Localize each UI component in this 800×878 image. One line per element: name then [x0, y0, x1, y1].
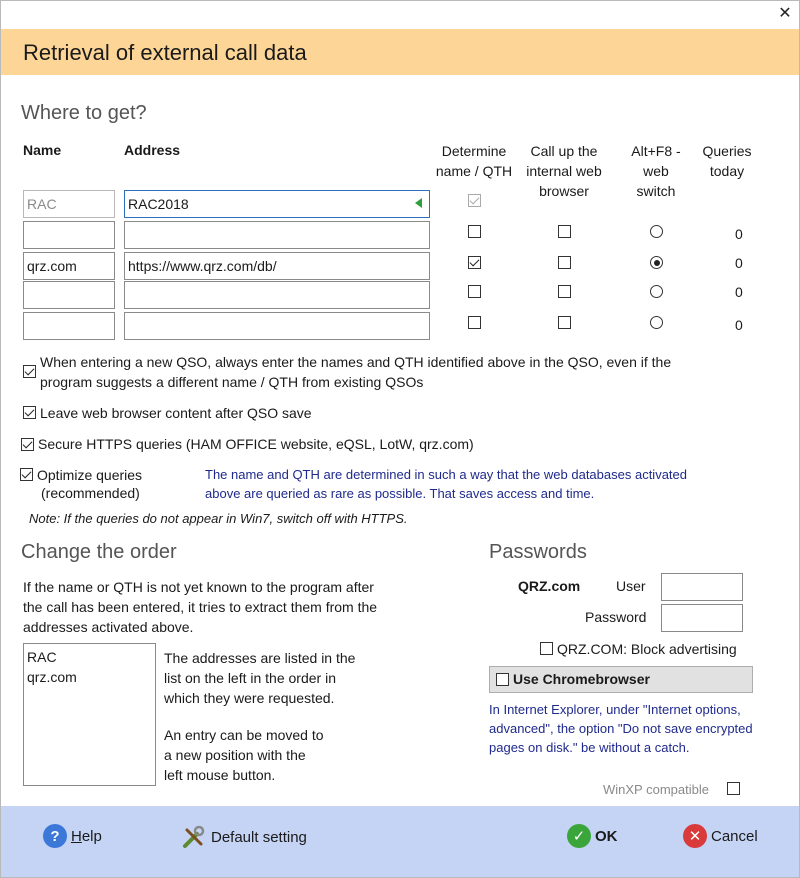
always-enter-label: When entering a new QSO, always enter the names and QTH identified above in the QSO, even if the program suggests a different name / QTH from existing QSOs	[40, 354, 672, 390]
use-chromebrowser-button[interactable]: Use Chromebrowser	[489, 666, 753, 693]
list-item[interactable]: RAC	[27, 649, 57, 665]
queries-count: 0	[735, 255, 743, 271]
check-icon: ✓	[567, 824, 591, 848]
leave-content-label: Leave web browser content after QSO save	[40, 405, 312, 421]
altf8-radio[interactable]	[650, 256, 663, 269]
source-address-field[interactable]	[124, 221, 430, 249]
callup-browser-checkbox[interactable]	[558, 256, 571, 269]
callup-browser-checkbox[interactable]	[558, 316, 571, 329]
cancel-icon: ✕	[683, 824, 707, 848]
section-where-to-get: Where to get?	[21, 102, 147, 124]
callup-browser-checkbox[interactable]	[558, 225, 571, 238]
order-intro: If the name or QTH is not yet known to the program after the call has been entered, it tries to extract them from the addresses activated above.	[23, 579, 378, 635]
qrz-service-label: QRZ.com	[518, 578, 581, 594]
leave-content-checkbox[interactable]	[23, 406, 36, 419]
queries-count: 0	[735, 284, 743, 300]
button-bar	[1, 806, 799, 877]
block-ads-label: QRZ.COM: Block advertising	[557, 641, 737, 657]
tools-icon	[181, 824, 207, 850]
default-setting-button[interactable]: Default setting	[181, 824, 307, 850]
callup-browser-checkbox[interactable]	[558, 285, 571, 298]
list-item[interactable]: qrz.com	[27, 669, 77, 685]
determine-checkbox[interactable]	[468, 225, 481, 238]
source-address-field[interactable]: https://www.qrz.com/db/	[124, 252, 430, 280]
user-label: User	[616, 578, 646, 594]
ok-button[interactable]: ✓ OK	[567, 824, 618, 848]
altf8-radio[interactable]	[650, 316, 663, 329]
optimize-queries-sublabel: (recommended)	[41, 485, 140, 501]
determine-checkbox[interactable]	[468, 316, 481, 329]
secure-https-checkbox[interactable]	[21, 438, 34, 451]
ie-note: In Internet Explorer, under "Internet options, advanced", the option "Do not save encrypted pages on disk." be without a catch.	[489, 702, 753, 755]
col-header-name: Name	[23, 142, 62, 158]
dialog-title: Retrieval of external call data	[23, 40, 307, 65]
source-name-field[interactable]	[23, 221, 115, 249]
source-name-field[interactable]	[23, 281, 115, 309]
optimize-note: The name and QTH are determined in such a way that the web databases activated above are queried as rare as possible. That saves access and time.	[205, 467, 687, 501]
col-header-address: Address	[124, 142, 181, 158]
determine-checkbox[interactable]	[468, 194, 481, 207]
queries-count: 0	[735, 317, 743, 333]
password-field[interactable]	[661, 604, 743, 632]
close-icon[interactable]: ✕	[778, 5, 792, 22]
altf8-radio[interactable]	[650, 225, 663, 238]
title-banner	[1, 29, 799, 75]
caret-left-icon	[415, 198, 422, 208]
cancel-button[interactable]: ✕ Cancel	[683, 824, 758, 848]
chromebrowser-checkbox[interactable]	[496, 673, 509, 686]
section-passwords: Passwords	[489, 541, 587, 563]
source-name-field[interactable]	[23, 312, 115, 340]
secure-https-label: Secure HTTPS queries (HAM OFFICE website, eQSL, LotW, qrz.com)	[38, 436, 474, 452]
optimize-queries-label: Optimize queries	[37, 467, 143, 483]
order-desc-1: The addresses are listed in the list on the left in the order in which they were requested.	[164, 650, 356, 706]
source-name-field[interactable]: qrz.com	[23, 252, 115, 280]
source-address-field[interactable]	[124, 312, 430, 340]
col-header-queries: Queries today	[702, 143, 752, 179]
optimize-queries-checkbox[interactable]	[20, 468, 33, 481]
always-enter-checkbox[interactable]	[23, 365, 36, 378]
col-header-altf8: Alt+F8 - web switch	[631, 143, 681, 199]
queries-count: 0	[735, 226, 743, 242]
determine-checkbox[interactable]	[468, 285, 481, 298]
winxp-label: WinXP compatible	[603, 782, 709, 797]
password-label: Password	[585, 609, 647, 625]
source-name-field[interactable]: RAC	[23, 190, 115, 218]
altf8-radio[interactable]	[650, 285, 663, 298]
order-listbox[interactable]	[23, 643, 156, 786]
determine-checkbox[interactable]	[468, 256, 481, 269]
order-desc-2: An entry can be moved to a new position with the left mouse button.	[164, 727, 324, 783]
user-field[interactable]	[661, 573, 743, 601]
winxp-checkbox[interactable]	[727, 782, 740, 795]
help-icon: ?	[43, 824, 67, 848]
win7-note: Note: If the queries do not appear in Win7, switch off with HTTPS.	[29, 511, 408, 526]
source-address-field[interactable]: RAC2018	[124, 190, 430, 218]
col-header-callup: Call up the internal web browser	[526, 143, 602, 199]
help-button[interactable]: ? Help	[43, 824, 102, 848]
source-address-field[interactable]	[124, 281, 430, 309]
section-change-order: Change the order	[21, 541, 177, 563]
col-header-determine: Determine name / QTH	[435, 143, 513, 179]
block-ads-checkbox[interactable]	[540, 642, 553, 655]
